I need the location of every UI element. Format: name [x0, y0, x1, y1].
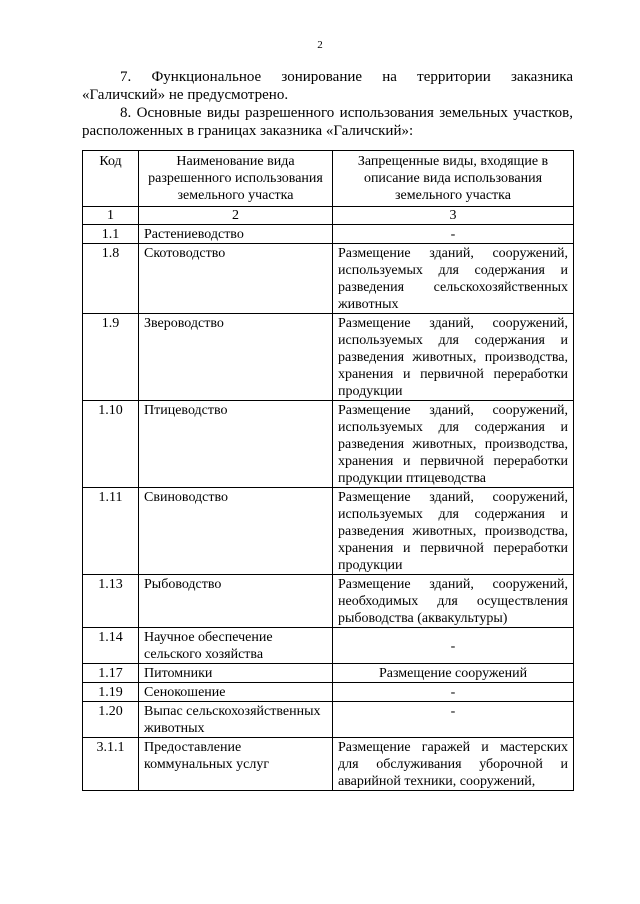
row-name: Рыбоводство	[139, 575, 333, 628]
row-code: 1.14	[83, 628, 139, 664]
table-row	[83, 314, 574, 401]
row-code: 1.10	[83, 401, 139, 488]
table-header-row	[83, 151, 574, 207]
table-row	[83, 401, 574, 488]
table-row	[83, 225, 574, 244]
row-code: 1.8	[83, 244, 139, 314]
row-name: Питомники	[139, 664, 333, 683]
row-name: Предоставление коммунальных услуг	[139, 738, 333, 791]
paragraph-land-use: 8. Основные виды разрешенного использования земельных участков, расположенных в границах заказника «Галичский»:	[82, 105, 573, 139]
table-row	[83, 628, 574, 664]
intro-text	[82, 68, 573, 140]
row-forbidden: -	[333, 702, 574, 738]
row-forbidden: -	[333, 683, 574, 702]
column-number: 1	[83, 207, 139, 225]
land-use-table	[82, 150, 574, 791]
column-number: 3	[333, 207, 574, 225]
header-forbidden-types: Запрещенные виды, входящие в описание вида использования земельного участка	[333, 151, 574, 207]
row-name: Выпас сельскохозяйственных животных	[139, 702, 333, 738]
header-code: Код	[83, 151, 139, 207]
row-name: Звероводство	[139, 314, 333, 401]
row-name: Свиноводство	[139, 488, 333, 575]
table-row	[83, 664, 574, 683]
table-row	[83, 738, 574, 791]
table-row	[83, 702, 574, 738]
row-forbidden: Размещение сооружений	[333, 664, 574, 683]
table-row	[83, 575, 574, 628]
row-name: Растениеводство	[139, 225, 333, 244]
column-number-row	[83, 207, 574, 225]
row-code: 1.17	[83, 664, 139, 683]
row-forbidden: -	[333, 628, 574, 664]
header-use-type: Наименование вида разрешенного использования земельного участка	[139, 151, 333, 207]
row-code: 1.1	[83, 225, 139, 244]
row-name: Научное обеспечение сельского хозяйства	[139, 628, 333, 664]
row-code: 3.1.1	[83, 738, 139, 791]
row-name: Птицеводство	[139, 401, 333, 488]
table-row	[83, 683, 574, 702]
table-row	[83, 488, 574, 575]
row-forbidden: Размещение зданий, сооружений, необходимых для осуществления рыбоводства (аквакультуры)	[333, 575, 574, 628]
row-forbidden: -	[333, 225, 574, 244]
table-row	[83, 244, 574, 314]
paragraph-zoning: 7. Функциональное зонирование на территории заказника «Галичский» не предусмотрено.	[82, 69, 573, 103]
row-code: 1.9	[83, 314, 139, 401]
row-code: 1.19	[83, 683, 139, 702]
row-forbidden: Размещение зданий, сооружений, используемых для содержания и разведения животных, производства, хранения и первичной переработки продукции	[333, 488, 574, 575]
page-number: 2	[317, 39, 323, 51]
row-code: 1.20	[83, 702, 139, 738]
row-forbidden: Размещение гаражей и мастерских для обслуживания уборочной и аварийной техники, сооружений,	[333, 738, 574, 791]
row-forbidden: Размещение зданий, сооружений, используемых для содержания и разведения животных, производства, хранения и первичной переработки продукции птицеводства	[333, 401, 574, 488]
row-code: 1.11	[83, 488, 139, 575]
row-forbidden: Размещение зданий, сооружений, используемых для содержания и разведения животных, производства, хранения и первичной переработки продукции	[333, 314, 574, 401]
row-name: Скотоводство	[139, 244, 333, 314]
row-forbidden: Размещение зданий, сооружений, используемых для содержания и разведения сельскохозяйственных животных	[333, 244, 574, 314]
row-name: Сенокошение	[139, 683, 333, 702]
row-code: 1.13	[83, 575, 139, 628]
column-number: 2	[139, 207, 333, 225]
